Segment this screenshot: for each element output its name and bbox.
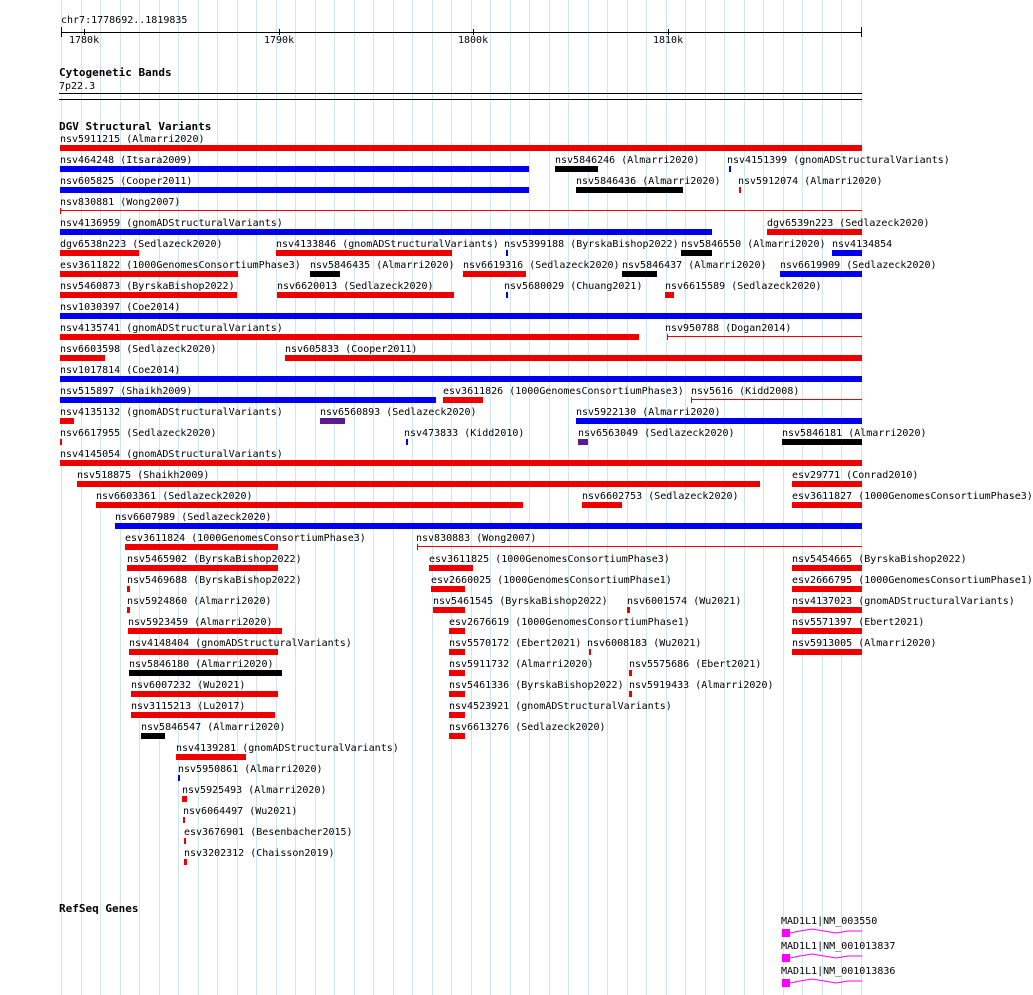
dgv-feature-label[interactable]: nsv1030397 (Coe2014) <box>60 302 181 313</box>
dgv-feature-bar[interactable] <box>276 250 452 256</box>
dgv-feature-label[interactable]: nsv5399188 (ByrskaBishop2022) <box>504 239 679 250</box>
dgv-feature-bar[interactable] <box>667 336 862 337</box>
gene-intron-line <box>790 925 862 939</box>
dgv-feature-bar[interactable] <box>792 481 862 487</box>
gene-intron-line <box>790 950 862 964</box>
dgv-feature-label[interactable]: esv3611825 (1000GenomesConsortiumPhase3) <box>429 554 670 565</box>
dgv-feature-bar[interactable] <box>182 796 187 802</box>
dgv-feature-label[interactable]: nsv6064497 (Wu2021) <box>183 806 298 817</box>
gene-label[interactable]: MAD1L1|NM_001013836 <box>781 966 896 977</box>
dgv-feature-label[interactable]: nsv4137023 (gnomADStructuralVariants) <box>792 596 1015 607</box>
dgv-feature-bar[interactable] <box>792 649 862 655</box>
dgv-feature-label[interactable]: nsv4139281 (gnomADStructuralVariants) <box>176 743 399 754</box>
dgv-feature-bar[interactable] <box>629 670 632 676</box>
ruler-line <box>61 32 861 33</box>
dgv-feature-end-tick <box>691 397 692 403</box>
dgv-track-title[interactable]: DGV Structural Variants <box>59 120 212 133</box>
gene-label[interactable]: MAD1L1|NM_001013837 <box>781 941 896 952</box>
dgv-feature-label[interactable]: nsv5454665 (ByrskaBishop2022) <box>792 554 967 565</box>
dgv-feature-label[interactable]: nsv6001574 (Wu2021) <box>627 596 742 607</box>
dgv-feature-label[interactable]: nsv5461545 (ByrskaBishop2022) <box>433 596 608 607</box>
dgv-feature-bar[interactable] <box>129 649 278 655</box>
dgv-feature-label[interactable]: nsv5912074 (Almarri2020) <box>738 176 883 187</box>
dgv-feature-label[interactable]: nsv830883 (Wong2007) <box>416 533 537 544</box>
locus-label: chr7:1778692..1819835 <box>61 15 188 26</box>
dgv-feature-bar[interactable] <box>767 229 862 235</box>
dgv-feature-bar[interactable] <box>128 628 282 634</box>
dgv-feature-bar[interactable] <box>449 670 465 676</box>
dgv-feature-label[interactable]: nsv6602753 (Sedlazeck2020) <box>582 491 739 502</box>
dgv-feature-label[interactable]: nsv5846435 (Almarri2020) <box>310 260 455 271</box>
dgv-feature-bar[interactable] <box>792 565 862 571</box>
dgv-feature-bar[interactable] <box>285 355 862 361</box>
dgv-feature-label[interactable]: nsv4135741 (gnomADStructuralVariants) <box>60 323 283 334</box>
dgv-feature-label[interactable]: nsv5616 (Kidd2008) <box>691 386 800 397</box>
dgv-feature-label[interactable]: nsv6619909 (Sedlazeck2020) <box>780 260 937 271</box>
dgv-feature-label[interactable]: nsv5922130 (Almarri2020) <box>576 407 721 418</box>
dgv-feature-bar[interactable] <box>60 250 139 256</box>
dgv-feature-label[interactable]: dgv6539n223 (Sedlazeck2020) <box>767 218 930 229</box>
dgv-feature-label[interactable]: nsv4134854 <box>832 239 893 250</box>
dgv-feature-label[interactable]: nsv5913005 (Almarri2020) <box>792 638 937 649</box>
dgv-feature-label[interactable]: nsv6007232 (Wu2021) <box>131 680 246 691</box>
dgv-feature-label[interactable]: nsv3115213 (Lu2017) <box>131 701 246 712</box>
dgv-feature-bar[interactable] <box>60 313 862 319</box>
dgv-feature-label[interactable]: esv3611826 (1000GenomesConsortiumPhase3) <box>443 386 684 397</box>
dgv-feature-label[interactable]: nsv6560893 (Sedlazeck2020) <box>320 407 477 418</box>
dgv-feature-bar[interactable] <box>832 250 862 256</box>
dgv-feature-bar[interactable] <box>127 586 130 592</box>
ruler-start-tick <box>61 27 62 37</box>
dgv-feature-bar[interactable] <box>463 271 526 277</box>
dgv-feature-label[interactable]: nsv6613276 (Sedlazeck2020) <box>449 722 606 733</box>
ruler-label: 1810k <box>653 35 684 46</box>
dgv-feature-label[interactable]: esv3611827 (1000GenomesConsortiumPhase3) <box>792 491 1033 502</box>
dgv-feature-label[interactable]: nsv5919433 (Almarri2020) <box>629 680 774 691</box>
ruler-label: 1790k <box>264 35 295 46</box>
dgv-feature-bar[interactable] <box>622 271 657 277</box>
dgv-feature-label[interactable]: nsv5460873 (ByrskaBishop2022) <box>60 281 235 292</box>
dgv-feature-bar[interactable] <box>141 733 165 739</box>
dgv-feature-bar[interactable] <box>60 439 62 445</box>
dgv-feature-bar[interactable] <box>184 859 187 865</box>
dgv-feature-bar[interactable] <box>277 292 454 298</box>
dgv-feature-label[interactable]: esv2676619 (1000GenomesConsortiumPhase1) <box>449 617 690 628</box>
dgv-feature-bar[interactable] <box>691 399 862 400</box>
dgv-feature-label[interactable]: nsv5570172 (Ebert2021) <box>449 638 582 649</box>
dgv-feature-bar[interactable] <box>60 418 74 424</box>
dgv-feature-label[interactable]: nsv5846180 (Almarri2020) <box>129 659 274 670</box>
dgv-feature-bar[interactable] <box>60 271 238 277</box>
dgv-feature-label[interactable]: nsv5469688 (ByrskaBishop2022) <box>127 575 302 586</box>
cytoband-label: 7p22.3 <box>59 81 96 92</box>
dgv-feature-bar[interactable] <box>681 250 712 256</box>
dgv-feature-label[interactable]: nsv3202312 (Chaisson2019) <box>184 848 335 859</box>
ruler-label: 1780k <box>69 35 100 46</box>
dgv-feature-bar[interactable] <box>792 607 862 613</box>
dgv-feature-bar[interactable] <box>96 502 523 508</box>
dgv-feature-bar[interactable] <box>60 229 712 235</box>
dgv-feature-label[interactable]: nsv4136959 (gnomADStructuralVariants) <box>60 218 283 229</box>
dgv-feature-label[interactable]: dgv6538n223 (Sedlazeck2020) <box>60 239 223 250</box>
ruler-end-tick <box>861 27 862 37</box>
dgv-feature-bar[interactable] <box>60 397 436 403</box>
dgv-feature-bar[interactable] <box>310 271 340 277</box>
dgv-feature-bar[interactable] <box>506 250 508 256</box>
dgv-feature-bar[interactable] <box>578 439 588 445</box>
gene-exon[interactable] <box>782 979 790 987</box>
dgv-feature-label[interactable]: nsv5950861 (Almarri2020) <box>178 764 323 775</box>
dgv-feature-bar[interactable] <box>60 376 862 382</box>
cytoband-line-bottom <box>59 99 862 100</box>
dgv-feature-label[interactable]: esv3676901 (Besenbacher2015) <box>184 827 353 838</box>
dgv-feature-bar[interactable] <box>178 775 180 781</box>
dgv-feature-bar[interactable] <box>406 439 408 445</box>
dgv-feature-bar[interactable] <box>449 712 465 718</box>
dgv-feature-bar[interactable] <box>782 439 862 445</box>
dgv-feature-label[interactable]: esv3611822 (1000GenomesConsortiumPhase3) <box>60 260 301 271</box>
dgv-feature-bar[interactable] <box>449 628 465 634</box>
dgv-feature-label[interactable]: nsv5680029 (Chuang2021) <box>504 281 643 292</box>
dgv-feature-bar[interactable] <box>184 838 186 844</box>
dgv-feature-bar[interactable] <box>320 418 345 424</box>
dgv-feature-label[interactable]: nsv5846436 (Almarri2020) <box>576 176 721 187</box>
dgv-feature-label[interactable]: nsv6615589 (Sedlazeck2020) <box>665 281 822 292</box>
dgv-feature-bar[interactable] <box>183 817 185 823</box>
dgv-feature-bar[interactable] <box>77 481 760 487</box>
dgv-feature-label[interactable]: nsv5846181 (Almarri2020) <box>782 428 927 439</box>
dgv-feature-label[interactable]: nsv4135132 (gnomADStructuralVariants) <box>60 407 283 418</box>
refseq-track-title[interactable]: RefSeq Genes <box>59 902 139 915</box>
dgv-feature-label[interactable]: nsv5465902 (ByrskaBishop2022) <box>127 554 302 565</box>
dgv-feature-bar[interactable] <box>176 754 246 760</box>
dgv-feature-label[interactable]: nsv5911732 (Almarri2020) <box>449 659 594 670</box>
dgv-feature-end-tick <box>667 334 668 340</box>
dgv-feature-label[interactable]: nsv515897 (Shaikh2009) <box>60 386 193 397</box>
dgv-feature-bar[interactable] <box>60 292 237 298</box>
dgv-feature-label[interactable]: nsv4133846 (gnomADStructuralVariants) <box>276 239 499 250</box>
dgv-feature-label[interactable]: nsv4145054 (gnomADStructuralVariants) <box>60 449 283 460</box>
gene-exon[interactable] <box>782 929 790 937</box>
dgv-feature-label[interactable]: nsv5846437 (Almarri2020) <box>622 260 767 271</box>
dgv-feature-end-tick <box>417 544 418 550</box>
dgv-feature-bar[interactable] <box>60 187 529 193</box>
dgv-feature-label[interactable]: nsv6620013 (Sedlazeck2020) <box>277 281 434 292</box>
dgv-feature-bar[interactable] <box>729 166 731 172</box>
dgv-feature-label[interactable]: nsv6607989 (Sedlazeck2020) <box>115 512 272 523</box>
dgv-feature-bar[interactable] <box>443 397 483 403</box>
dgv-feature-label[interactable]: nsv6008183 (Wu2021) <box>587 638 702 649</box>
dgv-feature-bar[interactable] <box>60 166 529 172</box>
dgv-feature-bar[interactable] <box>665 292 674 298</box>
gene-intron-line <box>790 975 862 989</box>
dgv-feature-bar[interactable] <box>433 607 465 613</box>
dgv-feature-label[interactable]: nsv6603598 (Sedlazeck2020) <box>60 344 217 355</box>
dgv-feature-bar[interactable] <box>576 418 862 424</box>
dgv-feature-bar[interactable] <box>60 460 862 466</box>
gene-exon[interactable] <box>782 954 790 962</box>
dgv-feature-bar[interactable] <box>506 292 508 298</box>
dgv-feature-bar[interactable] <box>792 586 862 592</box>
dgv-feature-bar[interactable] <box>129 670 282 676</box>
dgv-feature-label[interactable]: nsv4148404 (gnomADStructuralVariants) <box>129 638 352 649</box>
dgv-feature-bar[interactable] <box>115 523 862 529</box>
dgv-feature-label[interactable]: nsv5925493 (Almarri2020) <box>182 785 327 796</box>
dgv-feature-label[interactable]: nsv5923459 (Almarri2020) <box>128 617 273 628</box>
dgv-feature-label[interactable]: nsv5846550 (Almarri2020) <box>681 239 826 250</box>
dgv-feature-bar[interactable] <box>131 712 275 718</box>
dgv-feature-label[interactable]: esv29771 (Conrad2010) <box>792 470 919 481</box>
dgv-feature-label[interactable]: nsv518875 (Shaikh2009) <box>77 470 210 481</box>
dgv-feature-label[interactable]: esv2660025 (1000GenomesConsortiumPhase1) <box>431 575 672 586</box>
dgv-feature-label[interactable]: nsv473833 (Kidd2010) <box>404 428 525 439</box>
dgv-feature-bar[interactable] <box>792 628 862 634</box>
dgv-feature-label[interactable]: nsv6563049 (Sedlazeck2020) <box>578 428 735 439</box>
dgv-feature-bar[interactable] <box>60 334 639 340</box>
dgv-feature-label[interactable]: nsv6603361 (Sedlazeck2020) <box>96 491 253 502</box>
ruler-label: 1800k <box>458 35 489 46</box>
dgv-feature-label[interactable]: esv3611824 (1000GenomesConsortiumPhase3) <box>125 533 366 544</box>
dgv-feature-bar[interactable] <box>125 544 278 550</box>
cytoband-track-title[interactable]: Cytogenetic Bands <box>59 66 172 79</box>
dgv-feature-bar[interactable] <box>431 586 465 592</box>
dgv-feature-label[interactable]: nsv5924860 (Almarri2020) <box>127 596 272 607</box>
dgv-feature-label[interactable]: nsv6617955 (Sedlazeck2020) <box>60 428 217 439</box>
dgv-feature-end-tick <box>60 208 61 214</box>
dgv-feature-label[interactable]: nsv5846547 (Almarri2020) <box>141 722 286 733</box>
dgv-feature-bar[interactable] <box>131 691 278 697</box>
dgv-feature-bar[interactable] <box>629 691 632 697</box>
dgv-feature-bar[interactable] <box>60 145 862 151</box>
dgv-feature-label[interactable]: nsv5575686 (Ebert2021) <box>629 659 762 670</box>
dgv-feature-label[interactable]: nsv6619316 (Sedlazeck2020) <box>463 260 620 271</box>
dgv-feature-label[interactable]: nsv1017814 (Coe2014) <box>60 365 181 376</box>
dgv-feature-bar[interactable] <box>429 565 473 571</box>
dgv-feature-bar[interactable] <box>449 649 465 655</box>
dgv-feature-bar[interactable] <box>589 649 591 655</box>
cytoband-line-top <box>59 93 862 94</box>
dgv-feature-bar[interactable] <box>417 546 862 547</box>
dgv-feature-bar[interactable] <box>576 187 683 193</box>
dgv-feature-label[interactable]: nsv830881 (Wong2007) <box>60 197 181 208</box>
dgv-feature-label[interactable]: nsv605825 (Cooper2011) <box>60 176 193 187</box>
dgv-feature-bar[interactable] <box>739 187 741 193</box>
dgv-feature-label[interactable]: nsv5911215 (Almarri2020) <box>60 134 205 145</box>
dgv-feature-bar[interactable] <box>627 607 630 613</box>
dgv-feature-bar[interactable] <box>127 607 130 613</box>
dgv-feature-label[interactable]: nsv605833 (Cooper2011) <box>285 344 418 355</box>
dgv-feature-bar[interactable] <box>582 502 622 508</box>
dgv-feature-bar[interactable] <box>127 565 278 571</box>
dgv-feature-label[interactable]: nsv5846246 (Almarri2020) <box>555 155 700 166</box>
dgv-feature-bar[interactable] <box>555 166 598 172</box>
dgv-feature-label[interactable]: nsv464248 (Itsara2009) <box>60 155 193 166</box>
dgv-feature-bar[interactable] <box>449 691 465 697</box>
dgv-feature-bar[interactable] <box>60 355 105 361</box>
dgv-feature-bar[interactable] <box>792 502 862 508</box>
dgv-feature-label[interactable]: esv2666795 (1000GenomesConsortiumPhase1) <box>792 575 1033 586</box>
dgv-feature-bar[interactable] <box>60 210 862 211</box>
dgv-feature-label[interactable]: nsv5571397 (Ebert2021) <box>792 617 925 628</box>
dgv-feature-bar[interactable] <box>449 733 465 739</box>
dgv-feature-label[interactable]: nsv4523921 (gnomADStructuralVariants) <box>449 701 672 712</box>
gene-label[interactable]: MAD1L1|NM_003550 <box>781 916 878 927</box>
dgv-feature-label[interactable]: nsv4151399 (gnomADStructuralVariants) <box>727 155 950 166</box>
dgv-feature-bar[interactable] <box>780 271 862 277</box>
dgv-feature-label[interactable]: nsv5461336 (ByrskaBishop2022) <box>449 680 624 691</box>
dgv-feature-label[interactable]: nsv950788 (Dogan2014) <box>665 323 792 334</box>
